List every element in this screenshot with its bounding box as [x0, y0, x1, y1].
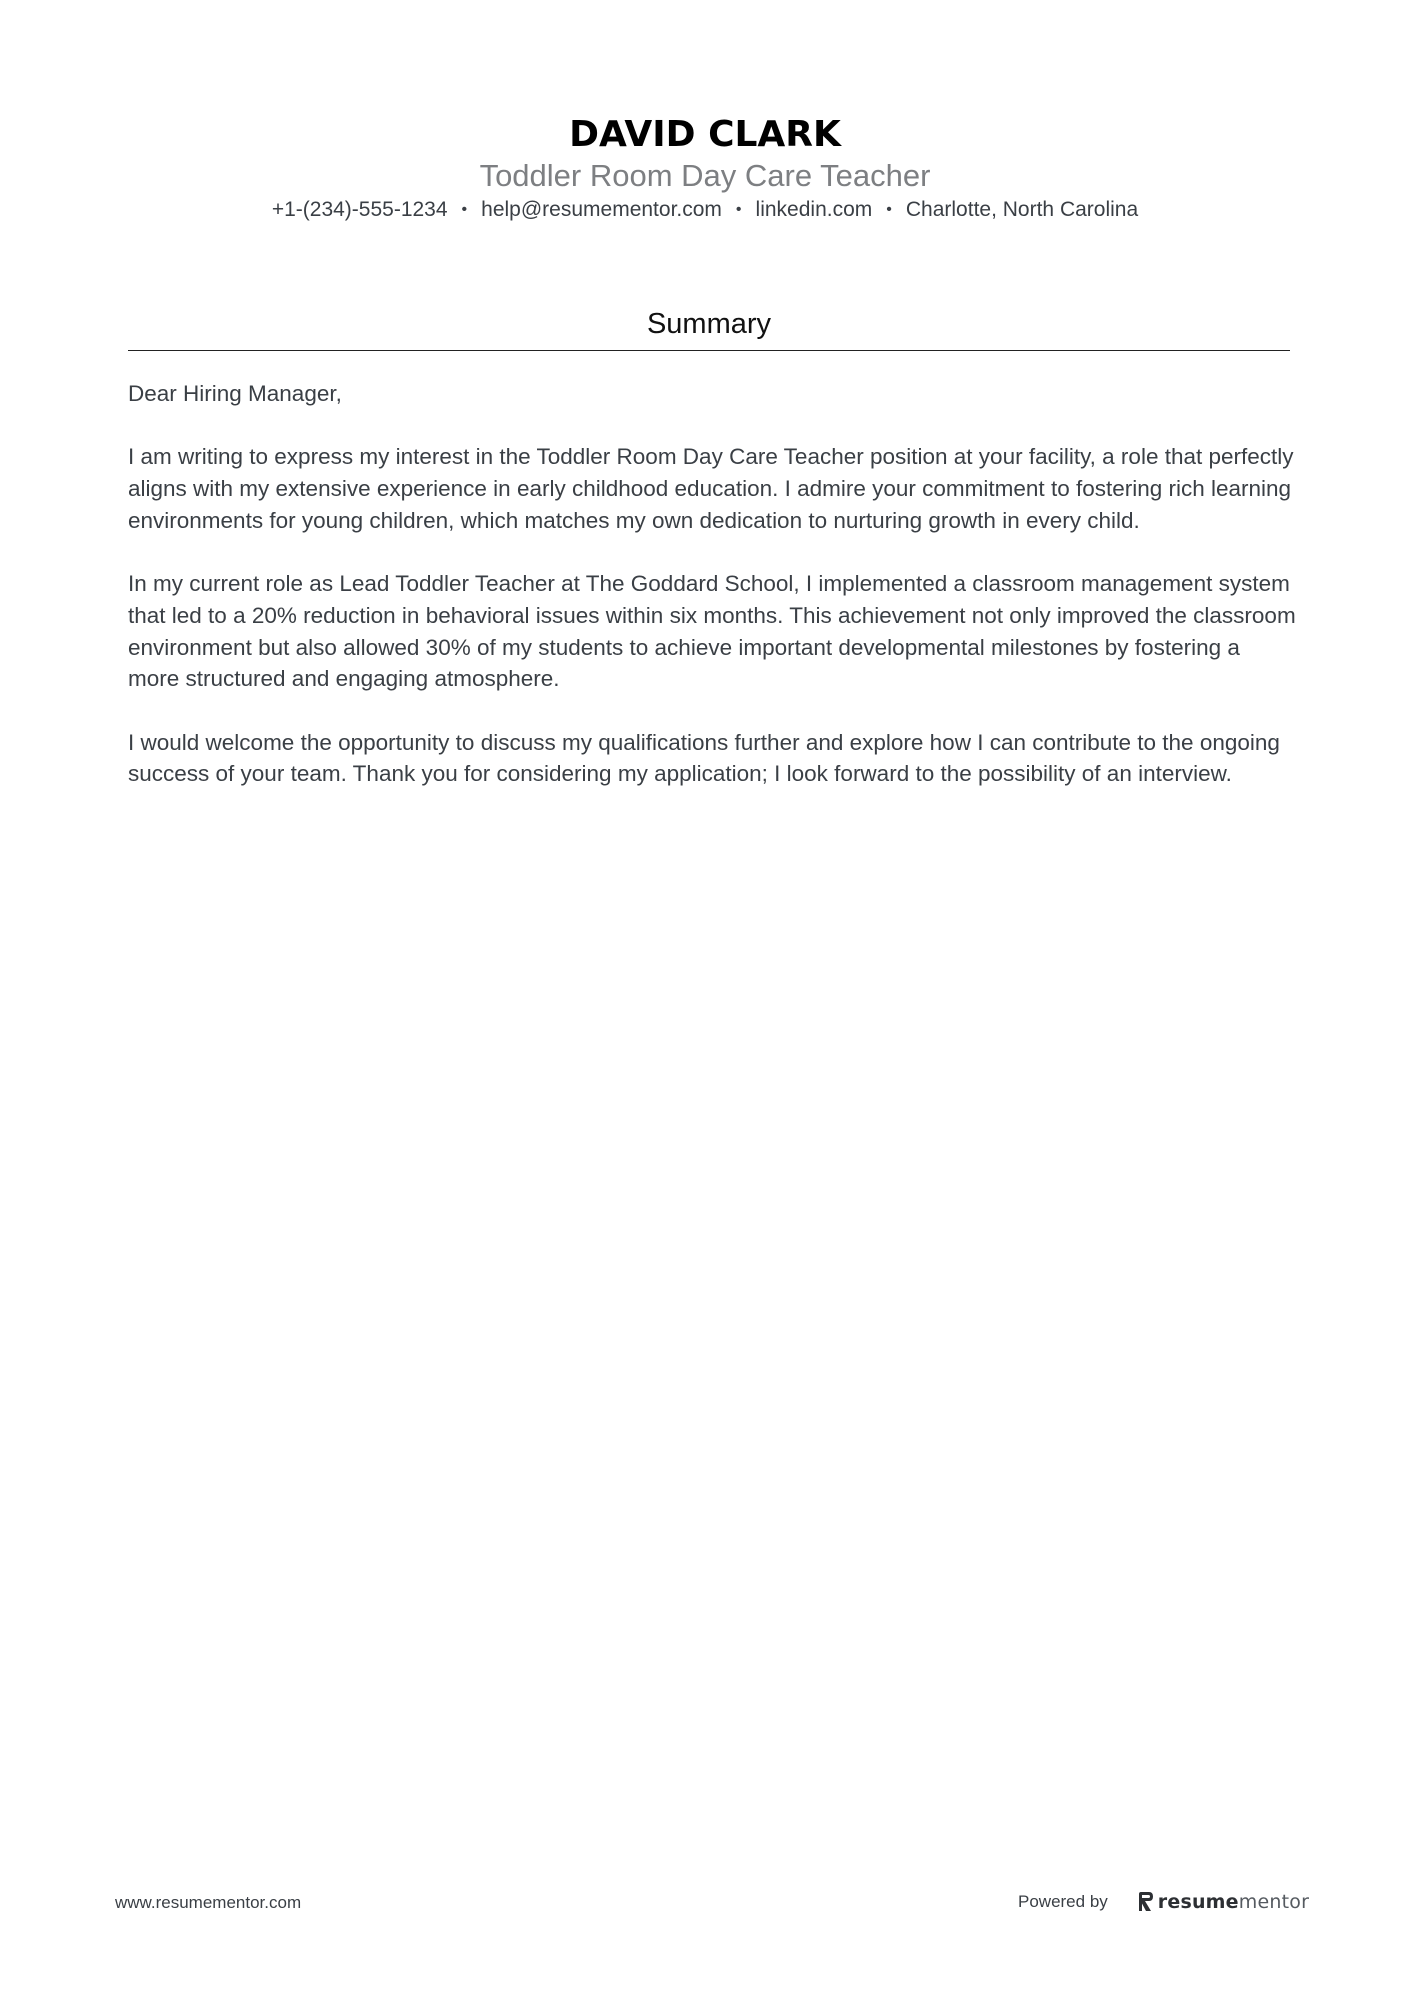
brand-logo[interactable] [1138, 1891, 1309, 1913]
job-title: Toddler Room Day Care Teacher [479, 158, 931, 193]
contact-location: Charlotte, North Carolina [905, 198, 1139, 221]
contact-line [0, 196, 1410, 224]
section-title-summary: Summary [646, 308, 772, 340]
letter-header [0, 112, 1410, 224]
powered-by-label: Powered by [1018, 1892, 1108, 1911]
letter-paragraph: I am writing to express my interest in the Toddler Room Day Care Teacher position at your facility, a role that perfectly aligns with my extensive experience in early childhood education. I admire your commitment to fostering rich learning environments for young children, which matches my own dedication to nurturing growth in every child. [128, 444, 1294, 533]
letter-paragraph: I would welcome the opportunity to discuss my qualifications further and explore how I can contribute to the ongoing success of your team. Thank you for considering my application; I look forward to the possibility of an interview. [128, 729, 1280, 787]
contact-website[interactable]: linkedin.com [755, 198, 873, 221]
footer-site-link[interactable]: www.resumementor.com [115, 1893, 302, 1912]
brand-name [1158, 1891, 1309, 1913]
resumementor-logo-icon [1138, 1891, 1154, 1913]
brand-name-bold: resume [1157, 1891, 1239, 1913]
section-divider [128, 350, 1290, 351]
candidate-name: DAVID CLARK [569, 114, 841, 155]
letter-paragraph: In my current role as Lead Toddler Teacher at The Goddard School, I implemented a classroom management system that led to a 20% reduction in behavioral issues within six months. This achievement not only improved the classroom environment but also allowed 30% of my students to achieve important developmental milestones by fostering a more structured and engaging atmosphere. [128, 571, 1296, 692]
contact-email[interactable]: help@resumementor.com [481, 198, 722, 221]
contact-phone: +1-(234)-555-1234 [271, 198, 448, 221]
separator-dot: • [461, 201, 468, 218]
footer-powered-by [1018, 1888, 1309, 1916]
separator-dot: • [886, 201, 892, 218]
separator-dot: • [735, 201, 742, 218]
letter-body [128, 378, 1296, 822]
letter-greeting: Dear Hiring Manager, [128, 381, 342, 406]
brand-name-light: mentor [1238, 1891, 1310, 1913]
